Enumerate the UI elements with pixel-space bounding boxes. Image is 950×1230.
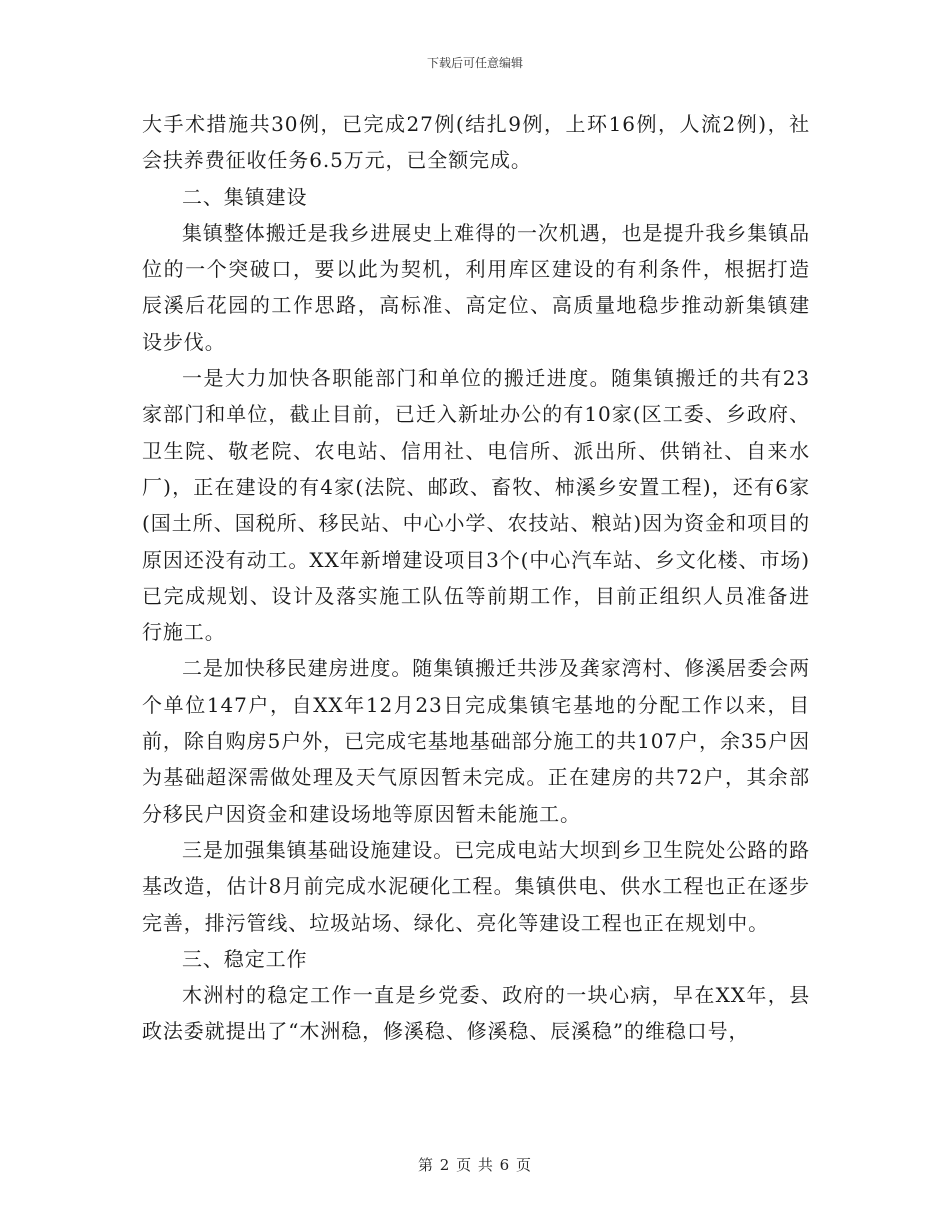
paragraph-infrastructure: 三是加强集镇基础设施建设。已完成电站大坝到乡卫生院处公路的路基改造，估计8月前完成水泥硬化工程。集镇供电、供水工程也正在逐步完善，排污管线、垃圾站场、绿化、亮化等建设工程也正在规划中。 [142, 837, 810, 935]
paragraph-resettlement-housing: 二是加快移民建房进度。随集镇搬迁共涉及龚家湾村、修溪居委会两个单位147户，自XX年12月23日完成集镇宅基地的分配工作以来，目前，除自购房5户外，已完成宅基地基础部分施工的共107户，余35户因为基础超深需做处理及天气原因暂未完成。正在建房的共72户，其余部分移民户因资金和建设场地等原因暂未能施工。 [142, 656, 810, 826]
section-heading-town-construction: 二、集镇建设 [182, 184, 308, 209]
paragraph-town-relocation-intro: 集镇整体搬迁是我乡进展史上难得的一次机遇，也是提升我乡集镇品位的一个突破口，要以此为契机，利用库区建设的有利条件，根据打造辰溪后花园的工作思路，高标准、高定位、高质量地稳步推动新集镇建设步伐。 [142, 220, 810, 354]
section-heading-stability: 三、稳定工作 [182, 946, 308, 971]
paragraph-stability-work: 木洲村的稳定工作一直是乡党委、政府的一块心病，早在XX年，县政法委就提出了“木洲稳，修溪稳、修溪稳、辰溪稳”的维稳口号， [142, 983, 810, 1044]
page-number: 第 2 页 共 6 页 [418, 1156, 532, 1174]
document-body [142, 106, 810, 1050]
page-header: 下载后可任意编辑 [426, 56, 523, 70]
paragraph-departments-relocation: 一是大力加快各职能部门和单位的搬迁进度。随集镇搬迁的共有23家部门和单位，截止目前，已迁入新址办公的有10家(区工委、乡政府、卫生院、敬老院、农电站、信用社、电信所、派出所、供销社、自来水厂)，正在建设的有4家(法院、邮政、畜牧、柿溪乡安置工程)，还有6家(国土所、国税所、移民站、中心小学、农技站、粮站)因为资金和项目的原因还没有动工。XX年新增建设项目3个(中心汽车站、乡文化楼、市场)已完成规划、设计及落实施工队伍等前期工作，目前正组织人员准备进行施工。 [142, 366, 810, 645]
paragraph-family-planning-summary: 大手术措施共30例，已完成27例(结扎9例，上环16例，人流2例)，社会扶养费征收任务6.5万元，已全额完成。 [142, 112, 810, 173]
